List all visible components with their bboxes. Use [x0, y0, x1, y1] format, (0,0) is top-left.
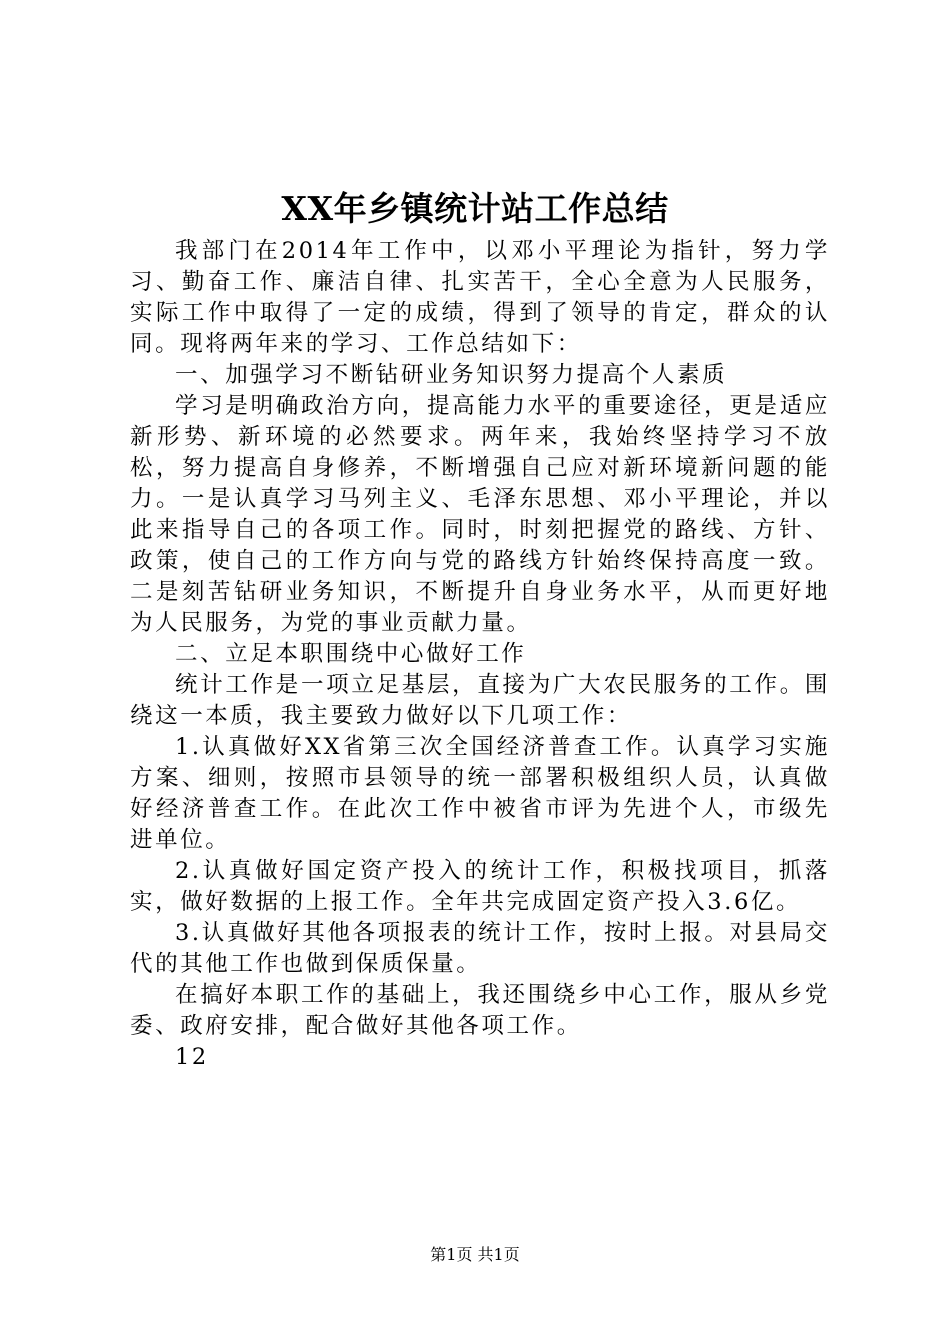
page-footer: 第1页 共1页 — [430, 1245, 520, 1264]
list-item-3: 3.认真做好其他各项报表的统计工作，按时上报。对县局交代的其他工作也做到保质保量。 — [130, 920, 830, 977]
paragraph-intro: 我部门在2014年工作中，以邓小平理论为指针，努力学习、勤奋工作、廉洁自律、扎实苦干，全心全意为人民服务，实际工作中取得了一定的成绩，得到了领导的肯定，群众的认同。现将两年来的学习、工作总结如下： — [130, 238, 830, 357]
document-title: XX年乡镇统计站工作总结 — [281, 189, 669, 228]
document-body — [130, 236, 830, 1073]
list-item-1: 1.认真做好XX省第三次全国经济普查工作。认真学习实施方案、细则，按照市县领导的统一部署积极组织人员，认真做好经济普查工作。在此次工作中被省市评为先进个人，市级先进单位。 — [130, 734, 830, 853]
paragraph-study: 学习是明确政治方向，提高能力水平的重要途径，更是适应新形势、新环境的必然要求。两年来，我始终坚持学习不放松，努力提高自身修养，不断增强自己应对新环境新问题的能力。一是认真学习马列主义、毛泽东思想、邓小平理论，并以此来指导自己的各项工作。同时，时刻把握党的路线、方针、政策，使自己的工作方向与党的路线方针始终保持高度一致。二是刻苦钻研业务知识，不断提升自身业务水平，从而更好地为人民服务，为党的事业贡献力量。 — [130, 393, 830, 636]
paragraph-number: 12 — [175, 1044, 209, 1070]
section-heading-1: 一、加强学习不断钻研业务知识努力提高个人素质 — [175, 362, 728, 388]
paragraph-closing: 在搞好本职工作的基础上，我还围绕乡中心工作，服从乡党委、政府安排，配合做好其他各项工作。 — [130, 982, 830, 1039]
section-heading-2: 二、立足本职围绕中心做好工作 — [175, 641, 527, 667]
list-item-2: 2.认真做好国定资产投入的统计工作，积极找项目，抓落实，做好数据的上报工作。全年共完成固定资产投入3.6亿。 — [130, 858, 830, 915]
paragraph-statistics-work: 统计工作是一项立足基层，直接为广大农民服务的工作。围绕这一本质，我主要致力做好以下几项工作： — [130, 672, 830, 729]
